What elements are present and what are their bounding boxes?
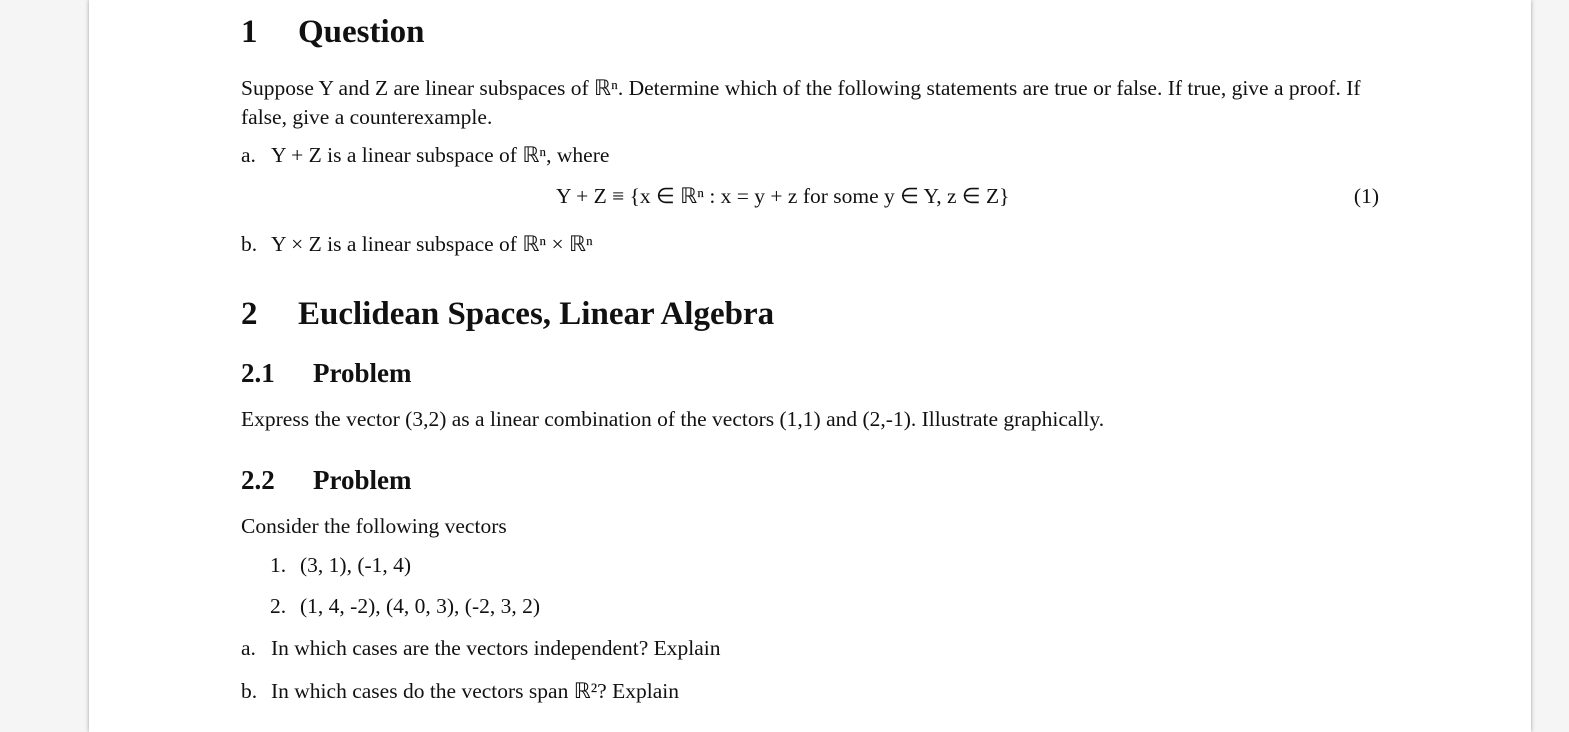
equation-number: (1) — [1353, 184, 1379, 208]
item-text: Y + Z is a linear subspace of ℝⁿ, where — [271, 143, 610, 167]
item-text: Y × Z is a linear subspace of ℝⁿ × ℝⁿ — [271, 232, 593, 256]
section-title: Question — [298, 14, 425, 50]
section-heading-question — [241, 14, 425, 51]
enum-item-2 — [270, 592, 1408, 621]
subsection-title: Problem — [313, 465, 412, 495]
question-item-a — [241, 141, 1379, 170]
item-label: b. — [241, 679, 258, 703]
item-text: In which cases do the vectors span ℝ²? Explain — [271, 679, 679, 703]
subsection-title: Problem — [313, 358, 412, 388]
item-text: In which cases are the vectors independent? Explain — [271, 636, 721, 660]
enum-text: (1, 4, -2), (4, 0, 3), (-2, 3, 2) — [300, 594, 541, 618]
item-label: a. — [241, 636, 256, 660]
enum-item-1 — [270, 551, 1408, 580]
section-number: 1 — [241, 14, 258, 50]
enum-label: 1. — [270, 553, 287, 577]
question-2-2-a — [241, 634, 1379, 663]
subsection-heading-2-1 — [241, 358, 411, 389]
problem-2-1-text: Express the vector (3,2) as a linear combination of the vectors (1,1) and (2,-1). Illustrate graphically. — [241, 407, 1105, 431]
section-title: Euclidean Spaces, Linear Algebra — [298, 296, 775, 332]
document-page — [89, 0, 1531, 732]
subsection-number: 2.1 — [241, 358, 275, 388]
enum-text: (3, 1), (-1, 4) — [300, 553, 412, 577]
question-intro: Suppose Y and Z are linear subspaces of ℝⁿ. Determine which of the following statements are true or false. If true, give a proof. If false, give a counterexample. — [241, 76, 1361, 129]
subsection-heading-2-2 — [241, 465, 411, 496]
question-2-2-b — [241, 677, 1379, 706]
item-label: b. — [241, 232, 258, 256]
item-label: a. — [241, 143, 256, 167]
enum-label: 2. — [270, 594, 287, 618]
subsection-number: 2.2 — [241, 465, 275, 495]
question-item-b — [241, 230, 1379, 259]
section-number: 2 — [241, 296, 258, 332]
problem-2-2-text: Consider the following vectors — [241, 514, 507, 538]
equation: Y + Z ≡ {x ∈ ℝⁿ : x = y + z for some y ∈ Y, z ∈ Z} — [556, 184, 1010, 208]
section-heading-euclidean-spaces — [241, 296, 774, 333]
